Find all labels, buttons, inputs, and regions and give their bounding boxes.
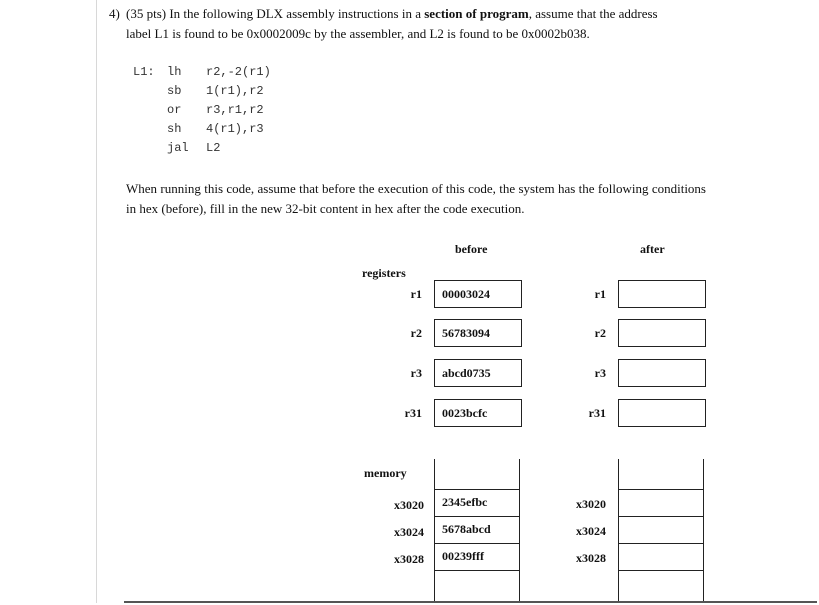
code-op-4: sh [167, 122, 182, 136]
reg-label-r31: r31 [404, 406, 422, 420]
code-args-2: 1(r1),r2 [206, 84, 264, 98]
reg-after-r3-input[interactable] [618, 359, 706, 387]
mem-label-x3024: x3024 [394, 525, 424, 539]
before-header: before [455, 242, 488, 256]
mem-after-x3020-input[interactable] [619, 489, 703, 516]
after-header: after [640, 242, 665, 256]
mem-after-x3024-input[interactable] [619, 516, 703, 543]
mem-before-x3020: 2345efbc [435, 489, 519, 516]
code-op-5: jal [167, 141, 189, 155]
reg-after-label-r31: r31 [588, 406, 606, 420]
reg-after-r1-input[interactable] [618, 280, 706, 308]
reg-label-r3: r3 [410, 366, 422, 380]
code-op-2: sb [167, 84, 182, 98]
question-line2: label L1 is found to be 0x0002009c by the assembler, and L2 is found to be 0x0002b038. [126, 26, 590, 41]
registers-label: registers [362, 266, 406, 280]
mem-after-label-x3028: x3028 [576, 551, 606, 565]
memory-before-column [434, 459, 520, 603]
reg-before-r2: 56783094 [434, 319, 522, 347]
reg-after-r31-input[interactable] [618, 399, 706, 427]
mem-label-x3020: x3020 [394, 498, 424, 512]
code-args-3: r3,r1,r2 [206, 103, 264, 117]
mem-label-x3028: x3028 [394, 552, 424, 566]
memory-after-column [618, 459, 704, 603]
mem-after-x3028-input[interactable] [619, 543, 703, 570]
reg-after-label-r2: r2 [594, 326, 606, 340]
instructions-paragraph: When running this code, assume that before the execution of this code, the system has the following conditions in hex (before), fill in the new 32-bit content in hex after the code execution. [126, 181, 706, 216]
bottom-rule [124, 601, 817, 603]
question-line1-a: (35 pts) In the following DLX assembly instructions in a [126, 6, 425, 21]
mem-after-blank [619, 570, 703, 603]
mem-before-x3028: 00239fff [435, 543, 519, 570]
reg-label-r1: r1 [410, 287, 422, 301]
code-op-1: lh [167, 65, 182, 79]
question-number: 4) [109, 6, 120, 21]
mem-before-blank [435, 570, 519, 603]
reg-after-label-r3: r3 [594, 366, 606, 380]
reg-after-label-r1: r1 [594, 287, 606, 301]
mem-before-x3024: 5678abcd [435, 516, 519, 543]
mem-after-label-x3024: x3024 [576, 524, 606, 538]
reg-before-r3: abcd0735 [434, 359, 522, 387]
question-line1-b: , assume that the address [528, 6, 658, 21]
code-args-1: r2,-2(r1) [206, 65, 271, 79]
reg-after-r2-input[interactable] [618, 319, 706, 347]
code-label: L1: [133, 65, 155, 79]
code-args-4: 4(r1),r3 [206, 122, 264, 136]
memory-label: memory [364, 466, 407, 480]
reg-before-r31: 0023bcfc [434, 399, 522, 427]
code-args-5: L2 [206, 141, 221, 155]
reg-before-r1: 00003024 [434, 280, 522, 308]
code-op-3: or [167, 103, 182, 117]
question-line1-bold: section of program [424, 6, 529, 21]
mem-after-label-x3020: x3020 [576, 497, 606, 511]
reg-label-r2: r2 [410, 326, 422, 340]
